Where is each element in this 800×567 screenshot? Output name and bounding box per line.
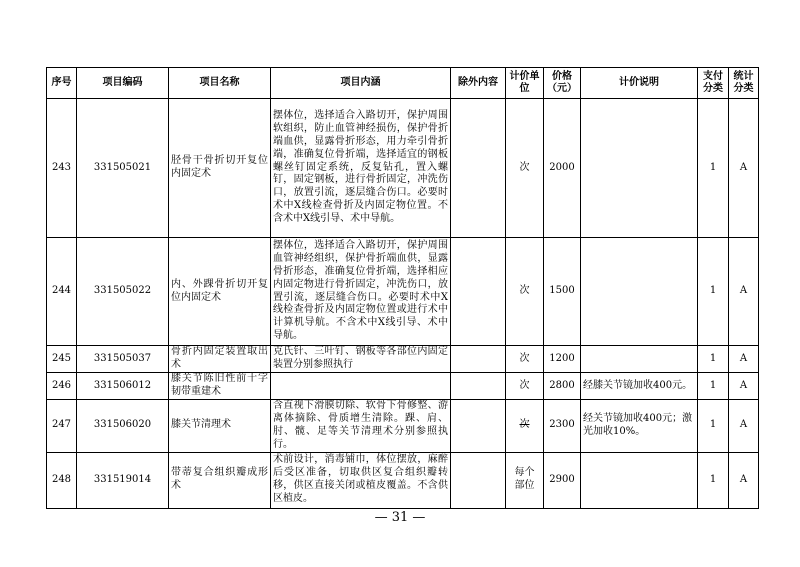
row-note xyxy=(581,99,698,238)
row-excluded xyxy=(451,99,506,238)
row-pay: 1 xyxy=(698,400,729,453)
row-content: 摆体位，选择适合入路切开，保护周围软组织，防止血管神经损伤，保护骨折端血供，显露骨折形态，用力牵引骨折端，准确复位骨折端，选择适宜的钢板螺丝钉固定系统，反复钻孔，置入螺钉，固定钢板，进行骨折固定，冲洗伤口，放置引流，逐层缝合伤口。必要时术中X线检查骨折及内固定物位置。不含术中X线引导、术中导航。 xyxy=(271,99,451,238)
row-unit: 次 xyxy=(506,238,544,346)
header-unit: 计价单位 xyxy=(506,68,544,99)
row-price: 2300 xyxy=(544,400,581,453)
row-code: 331506012 xyxy=(77,373,169,400)
row-content: 术前设计，消毒铺巾，体位摆放，麻醉后受区准备，切取供区复合组织瓣转移，供区直接关闭或植皮覆盖。不含供区植皮。 xyxy=(271,452,451,508)
row-price: 2900 xyxy=(544,452,581,508)
row-stat: A xyxy=(729,238,759,346)
row-note: 经关节镜加收400元；激光加收10%。 xyxy=(581,400,698,453)
row-name: 带蒂复合组织瓣成形术 xyxy=(169,452,271,508)
row-price: 1500 xyxy=(544,238,581,346)
header-pay: 支付分类 xyxy=(698,68,729,99)
row-unit: 每个部位 xyxy=(506,452,544,508)
header-name: 项目名称 xyxy=(169,68,271,99)
row-seq: 248 xyxy=(47,452,77,508)
row-price: 2000 xyxy=(544,99,581,238)
row-note xyxy=(581,238,698,346)
row-unit: 次 xyxy=(506,373,544,400)
row-seq: 246 xyxy=(47,373,77,400)
row-code: 331505022 xyxy=(77,238,169,346)
row-excluded xyxy=(451,346,506,373)
row-code: 331519014 xyxy=(77,452,169,508)
table-row xyxy=(47,400,759,453)
row-note: 经膝关节镜加收400元。 xyxy=(581,373,698,400)
row-name: 骨折内固定装置取出术 xyxy=(169,346,271,373)
row-note xyxy=(581,346,698,373)
row-unit: 次 xyxy=(506,346,544,373)
header-stat: 统计分类 xyxy=(729,68,759,99)
row-pay: 1 xyxy=(698,346,729,373)
table-row xyxy=(47,373,759,400)
page-number: — 31 — xyxy=(374,510,426,525)
row-content: 摆体位，选择适合入路切开，保护周围血管神经组织，保护骨折端血供，显露骨折形态，准确复位骨折端，选择相应内固定物进行骨折固定，冲洗伤口，放置引流，逐层缝合伤口。必要时术中X线检查骨折及内固定物位置或进行术中计算机导航。不含术中X线引导、术中导航。 xyxy=(271,238,451,346)
row-pay: 1 xyxy=(698,452,729,508)
row-name: 内、外踝骨折切开复位内固定术 xyxy=(169,238,271,346)
row-pay: 1 xyxy=(698,99,729,238)
table-row xyxy=(47,99,759,238)
table-row xyxy=(47,452,759,508)
row-excluded xyxy=(451,400,506,453)
row-code: 331505021 xyxy=(77,99,169,238)
row-stat: A xyxy=(729,99,759,238)
row-name: 膝关节清理术 xyxy=(169,400,271,453)
row-stat: A xyxy=(729,400,759,453)
row-content: 含直视下滑膜切除、软骨下骨修整、游离体摘除、骨质增生清除。踝、肩、肘、髋、足等关节清理术分别参照执行。 xyxy=(271,400,451,453)
table-row xyxy=(47,238,759,346)
row-seq: 247 xyxy=(47,400,77,453)
row-stat: A xyxy=(729,373,759,400)
row-stat: A xyxy=(729,452,759,508)
row-excluded xyxy=(451,452,506,508)
header-row xyxy=(47,68,759,99)
row-content: 克氏针、三叶钉、钢板等各部位内固定装置分别参照执行 xyxy=(271,346,451,373)
header-seq: 序号 xyxy=(47,68,77,99)
row-excluded xyxy=(451,238,506,346)
row-code: 331506020 xyxy=(77,400,169,453)
row-unit: 次 xyxy=(506,400,544,453)
header-code: 项目编码 xyxy=(77,68,169,99)
row-price: 1200 xyxy=(544,346,581,373)
row-price: 2800 xyxy=(544,373,581,400)
row-excluded xyxy=(451,373,506,400)
table-row xyxy=(47,346,759,373)
price-table xyxy=(46,67,759,509)
row-stat: A xyxy=(729,346,759,373)
row-seq: 244 xyxy=(47,238,77,346)
row-name: 胫骨干骨折切开复位内固定术 xyxy=(169,99,271,238)
row-seq: 243 xyxy=(47,99,77,238)
row-note xyxy=(581,452,698,508)
header-note: 计价说明 xyxy=(581,68,698,99)
header-excluded: 除外内容 xyxy=(451,68,506,99)
row-name: 膝关节陈旧性前十字韧带重建术 xyxy=(169,373,271,400)
row-pay: 1 xyxy=(698,238,729,346)
row-seq: 245 xyxy=(47,346,77,373)
row-pay: 1 xyxy=(698,373,729,400)
row-code: 331505037 xyxy=(77,346,169,373)
row-content xyxy=(271,373,451,400)
header-price: 价格（元） xyxy=(544,68,581,99)
header-content: 项目内涵 xyxy=(271,68,451,99)
row-unit: 次 xyxy=(506,99,544,238)
